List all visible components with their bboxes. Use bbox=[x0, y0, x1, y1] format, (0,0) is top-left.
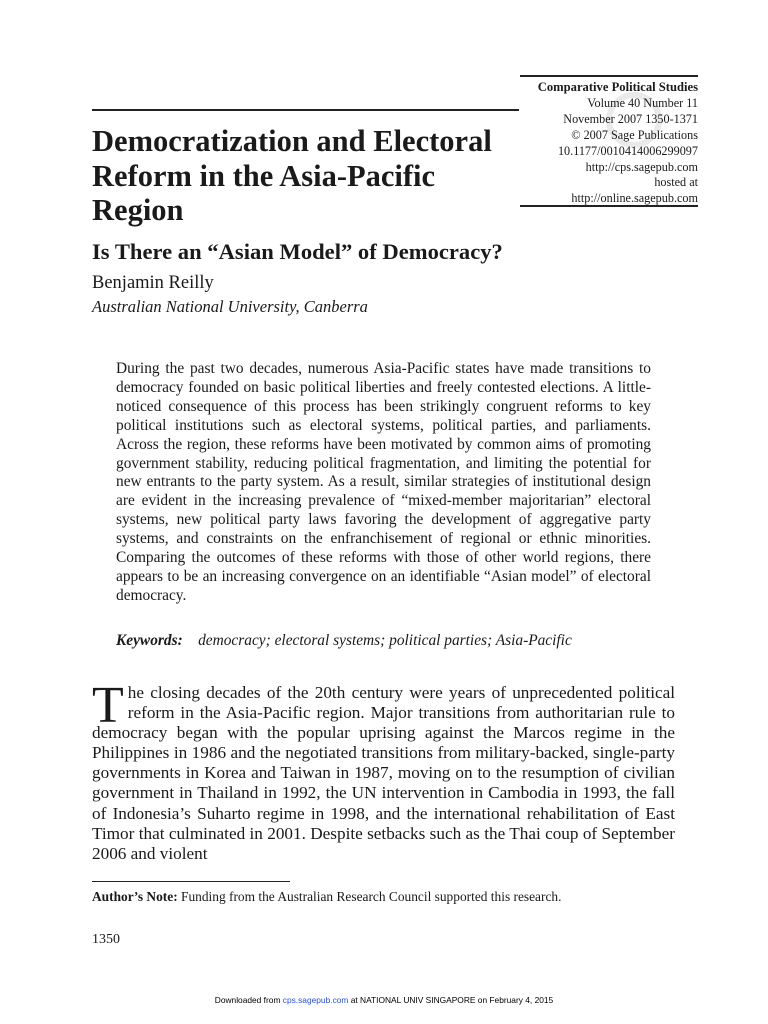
journal-name: Comparative Political Studies bbox=[537, 80, 698, 94]
drop-cap: T bbox=[92, 677, 124, 734]
journal-info bbox=[520, 80, 698, 207]
author-note bbox=[92, 889, 561, 905]
article-subtitle: Is There an “Asian Model” of Democracy? bbox=[92, 239, 503, 264]
download-suffix: at NATIONAL UNIV SINGAPORE on February 4, 2015 bbox=[350, 995, 554, 1005]
download-link[interactable]: cps.sagepub.com bbox=[282, 995, 349, 1005]
journal-copyright: © 2007 Sage Publications bbox=[571, 127, 698, 142]
footnote-rule bbox=[92, 881, 290, 882]
journal-top-rule bbox=[520, 75, 698, 77]
download-stamp bbox=[0, 995, 768, 1005]
journal-volume: Volume 40 Number 11 bbox=[587, 95, 698, 110]
header-rule bbox=[92, 109, 519, 111]
journal-date-pages: November 2007 1350-1371 bbox=[563, 111, 698, 126]
body-paragraph bbox=[92, 677, 675, 864]
author-note-text: Funding from the Australian Research Council supported this research. bbox=[181, 889, 562, 904]
body-text: he closing decades of the 20th century were years of unprecedented political reform in the Asia-Pacific region. Major transitions from authoritarian rule to democracy began with the popular uprising against the Marcos regime in the Philippines in 1986 and the negotiated transitions from military-backed, single-party governments in Korea and Taiwan in 1987, moving on to the resumption of civilian government in Thailand in 1992, the UN intervention in Cambodia in 1993, the fall of Indonesia’s Suharto regime in 1998, and the international rehabilitation of East Timor that culminated in 2001. Despite setbacks such as the Thai coup of September 2006 and violent bbox=[92, 683, 675, 863]
journal-hosted-url[interactable]: http://online.sagepub.com bbox=[571, 191, 698, 206]
author-note-label: Author’s Note: bbox=[92, 889, 178, 904]
journal-url[interactable]: http://cps.sagepub.com bbox=[585, 159, 698, 174]
download-prefix: Downloaded from bbox=[214, 995, 281, 1005]
author-name: Benjamin Reilly bbox=[92, 273, 214, 293]
abstract: During the past two decades, numerous Asia-Pacific states have made transitions to democracy founded on basic political liberties and freely contested elections. A little-noticed consequence of this process has been strikingly congruent reforms to key political institutions such as electoral systems, political parties, and parliaments. Across the region, these reforms have been motivated by common aims of promoting government stability, reducing political fragmentation, and limiting the potential for new entrants to the party system. As a result, similar strategies of institutional design are evident in the increasing prevalence of “mixed-member majoritarian” electoral systems, new political party laws favoring the development of aggregative party systems, and constraints on the enfranchisement of regional or ethnic minorities. Comparing the outcomes of these reforms with those of other world regions, there appears to be an increasing convergence on an identifiable “Asian model” of electoral democracy. bbox=[116, 360, 651, 604]
keywords-text: democracy; electoral systems; political parties; Asia-Pacific bbox=[198, 632, 572, 649]
author-affiliation: Australian National University, Canberra bbox=[92, 297, 368, 316]
article-title: Democratization and Electoral Reform in the Asia-Pacific Region bbox=[92, 124, 492, 227]
journal-doi: 10.1177/0010414006299097 bbox=[557, 143, 698, 158]
keywords bbox=[116, 632, 572, 650]
journal-hosted-label: hosted at bbox=[654, 175, 698, 190]
journal-bottom-rule bbox=[520, 205, 698, 207]
keywords-label: Keywords: bbox=[116, 632, 183, 649]
page-number: 1350 bbox=[92, 932, 120, 947]
